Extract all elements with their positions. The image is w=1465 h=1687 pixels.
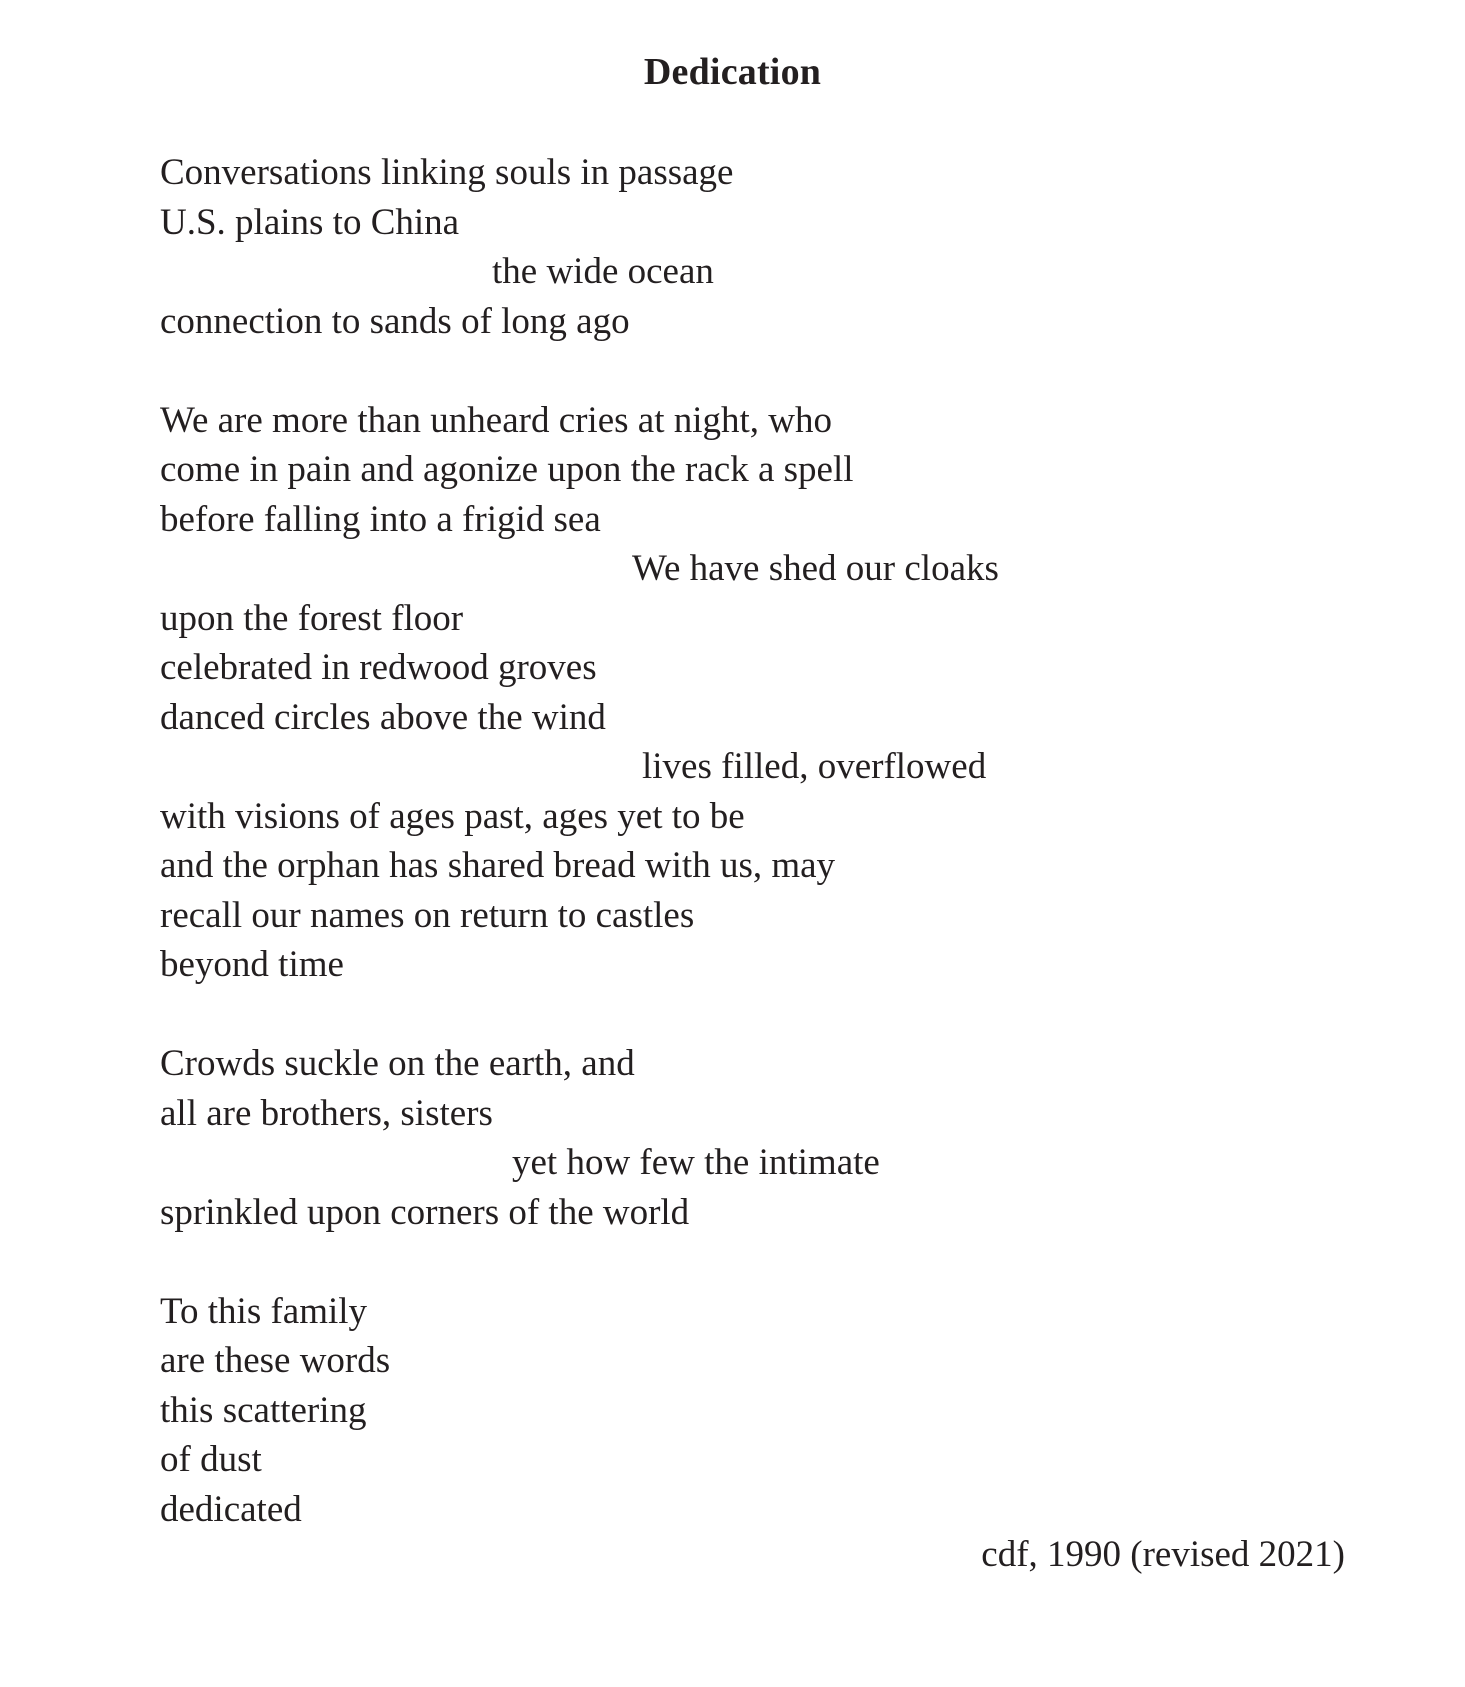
poem-line-indented: yet how few the intimate xyxy=(512,1142,880,1183)
author-signature: cdf, 1990 (revised 2021) xyxy=(981,1534,1345,1575)
poem-line: this scattering xyxy=(160,1390,367,1431)
poem-line: celebrated in redwood groves xyxy=(160,647,597,688)
poem-line: of dust xyxy=(160,1439,262,1480)
poem-line: upon the forest floor xyxy=(160,598,464,639)
poem-line: dedicated xyxy=(160,1489,302,1530)
poem-line: danced circles above the wind xyxy=(160,697,606,738)
poem-line: all are brothers, sisters xyxy=(160,1093,493,1134)
poem-line: come in pain and agonize upon the rack a spell xyxy=(160,449,854,490)
poem-line-indented: lives filled, overflowed xyxy=(642,746,987,787)
poem-title: Dedication xyxy=(643,51,822,93)
poem-line: sprinkled upon corners of the world xyxy=(160,1192,690,1233)
poem-line: with visions of ages past, ages yet to be xyxy=(160,796,745,837)
poem-line: Crowds suckle on the earth, and xyxy=(160,1043,635,1084)
poem-line: Conversations linking souls in passage xyxy=(160,152,734,193)
poem-line: and the orphan has shared bread with us, may xyxy=(160,845,836,886)
poem-line: recall our names on return to castles xyxy=(160,895,695,936)
poem-line: U.S. plains to China xyxy=(160,202,460,243)
poem-line: We are more than unheard cries at night, who xyxy=(160,400,833,441)
poem-line: To this family xyxy=(160,1291,368,1332)
poem-line: connection to sands of long ago xyxy=(160,301,630,342)
poem-line-indented: We have shed our cloaks xyxy=(632,548,999,589)
poem-line-indented: the wide ocean xyxy=(492,251,714,292)
poem-line: before falling into a frigid sea xyxy=(160,499,601,540)
poem-line: are these words xyxy=(160,1340,391,1381)
poem-line: beyond time xyxy=(160,944,344,985)
